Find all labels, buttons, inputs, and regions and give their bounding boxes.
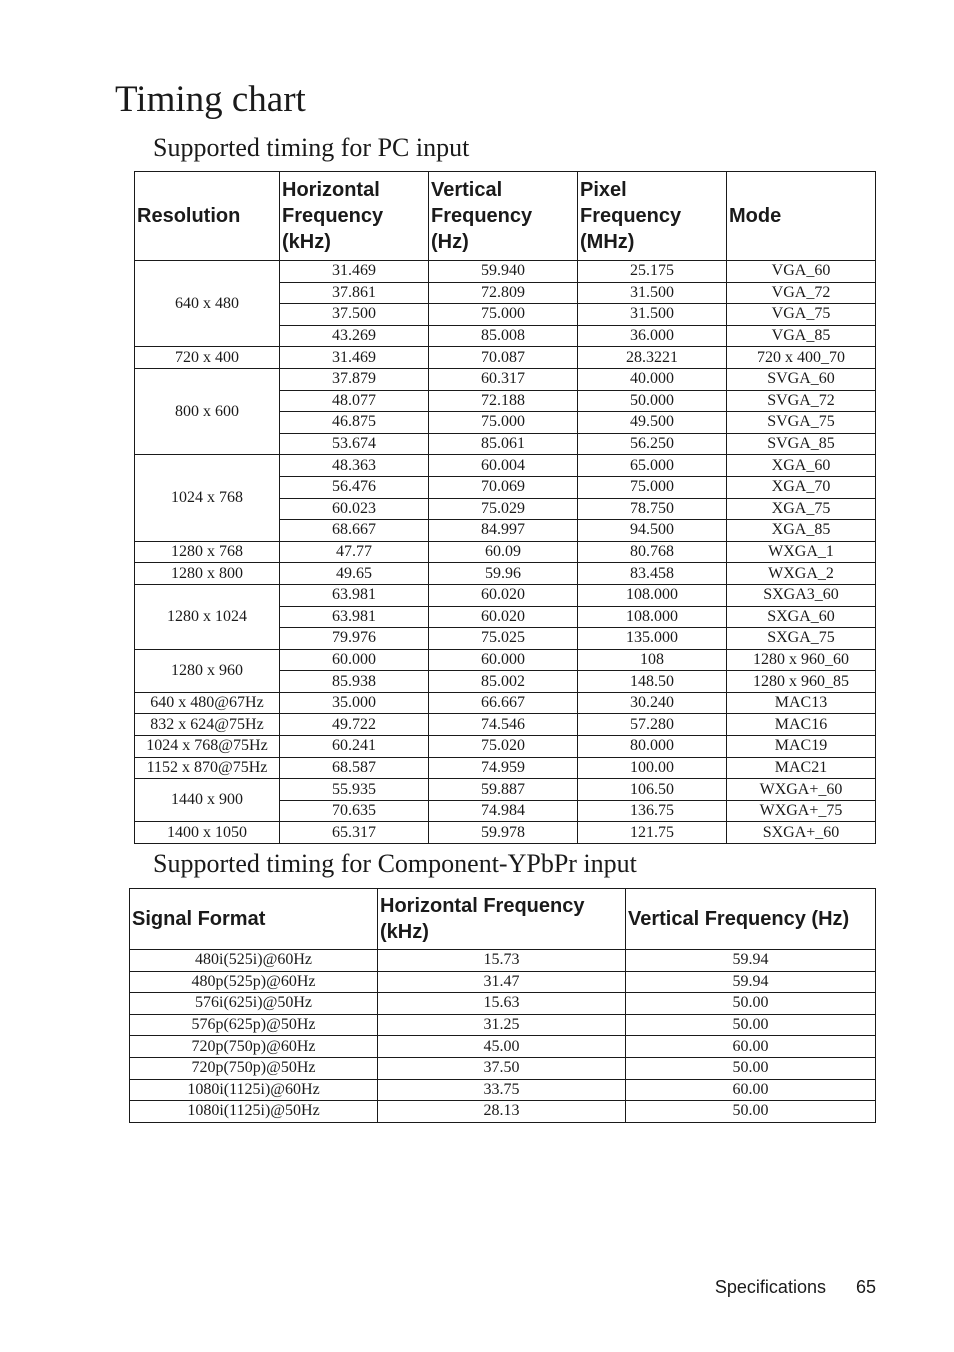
cell-resolution: 1280 x 1024 [135,584,280,649]
cell-signal-format: 720p(750p)@60Hz [130,1036,378,1058]
cell-resolution: 1400 x 1050 [135,822,280,844]
cell-horizontal-frequency: 53.674 [280,433,429,455]
cell-signal-format: 576i(625i)@50Hz [130,993,378,1015]
cell-vertical-frequency: 59.940 [429,261,578,283]
cell-vertical-frequency: 50.00 [626,1057,876,1079]
cell-vertical-frequency: 60.09 [429,541,578,563]
cell-horizontal-frequency: 31.47 [378,971,626,993]
table-row [135,368,876,390]
cell-horizontal-frequency: 35.000 [280,692,429,714]
cell-mode: VGA_60 [727,261,876,283]
cell-vertical-frequency: 75.025 [429,628,578,650]
page-title: Timing chart [115,79,306,120]
cell-pixel-frequency: 36.000 [578,325,727,347]
cell-resolution: 1280 x 800 [135,563,280,585]
cell-horizontal-frequency: 56.476 [280,476,429,498]
header-signal-format: Signal Format [130,889,378,950]
footer-section-name: Specifications [714,1277,826,1297]
cell-signal-format: 1080i(1125i)@50Hz [130,1101,378,1123]
header-horizontal-frequency: Horizontal Frequency (kHz) [378,889,626,950]
cell-mode: VGA_75 [727,304,876,326]
cell-mode: VGA_85 [727,325,876,347]
cell-pixel-frequency: 75.000 [578,476,727,498]
cell-horizontal-frequency: 63.981 [280,584,429,606]
table-row [130,1079,876,1101]
table-row [135,541,876,563]
cell-vertical-frequency: 85.002 [429,671,578,693]
cell-pixel-frequency: 94.500 [578,520,727,542]
cell-pixel-frequency: 136.75 [578,800,727,822]
cell-vertical-frequency: 59.978 [429,822,578,844]
cell-mode: WXGA+_60 [727,779,876,801]
cell-horizontal-frequency: 68.667 [280,520,429,542]
cell-mode: XGA_60 [727,455,876,477]
table-header-row [135,172,876,261]
cell-vertical-frequency: 72.809 [429,282,578,304]
pc-table-body [135,261,876,844]
cell-horizontal-frequency: 31.469 [280,347,429,369]
cell-mode: XGA_70 [727,476,876,498]
cell-mode: MAC21 [727,757,876,779]
cell-signal-format: 720p(750p)@50Hz [130,1057,378,1079]
cell-mode: 1280 x 960_85 [727,671,876,693]
cell-mode: SVGA_75 [727,412,876,434]
cell-horizontal-frequency: 49.65 [280,563,429,585]
cell-horizontal-frequency: 37.861 [280,282,429,304]
cell-horizontal-frequency: 79.976 [280,628,429,650]
cell-horizontal-frequency: 15.73 [378,950,626,972]
cell-mode: 720 x 400_70 [727,347,876,369]
cell-vertical-frequency: 85.008 [429,325,578,347]
table-row [135,692,876,714]
cell-vertical-frequency: 60.000 [429,649,578,671]
cell-resolution: 800 x 600 [135,368,280,454]
cell-vertical-frequency: 72.188 [429,390,578,412]
cell-vertical-frequency: 59.94 [626,971,876,993]
header-vertical-frequency: Vertical Frequency (Hz) [626,889,876,950]
cell-signal-format: 480p(525p)@60Hz [130,971,378,993]
pc-timing-table [134,171,876,844]
table-row [130,1101,876,1123]
header-resolution: Resolution [135,172,280,261]
cell-horizontal-frequency: 85.938 [280,671,429,693]
cell-vertical-frequency: 60.00 [626,1079,876,1101]
cell-horizontal-frequency: 31.469 [280,261,429,283]
header-vertical-frequency: Vertical Frequency (Hz) [429,172,578,261]
cell-resolution: 1280 x 768 [135,541,280,563]
table-row [130,971,876,993]
cell-resolution: 1152 x 870@75Hz [135,757,280,779]
cell-vertical-frequency: 75.020 [429,736,578,758]
cell-pixel-frequency: 80.768 [578,541,727,563]
cell-mode: WXGA_1 [727,541,876,563]
cell-resolution: 1024 x 768@75Hz [135,736,280,758]
cell-pixel-frequency: 108.000 [578,584,727,606]
cell-pixel-frequency: 57.280 [578,714,727,736]
cell-horizontal-frequency: 70.635 [280,800,429,822]
cell-pixel-frequency: 30.240 [578,692,727,714]
cell-mode: MAC19 [727,736,876,758]
cell-pixel-frequency: 50.000 [578,390,727,412]
cell-horizontal-frequency: 48.363 [280,455,429,477]
table-row [130,1036,876,1058]
cell-vertical-frequency: 60.004 [429,455,578,477]
table-row [135,563,876,585]
cell-horizontal-frequency: 37.500 [280,304,429,326]
cell-vertical-frequency: 75.000 [429,304,578,326]
cell-horizontal-frequency: 43.269 [280,325,429,347]
cell-pixel-frequency: 148.50 [578,671,727,693]
header-mode: Mode [727,172,876,261]
cell-mode: MAC13 [727,692,876,714]
cell-pixel-frequency: 100.00 [578,757,727,779]
cell-horizontal-frequency: 15.63 [378,993,626,1015]
cell-pixel-frequency: 121.75 [578,822,727,844]
cell-vertical-frequency: 84.997 [429,520,578,542]
cell-pixel-frequency: 31.500 [578,282,727,304]
cell-vertical-frequency: 70.069 [429,476,578,498]
cell-pixel-frequency: 83.458 [578,563,727,585]
cell-vertical-frequency: 66.667 [429,692,578,714]
cell-horizontal-frequency: 28.13 [378,1101,626,1123]
cell-mode: SVGA_85 [727,433,876,455]
table-row [130,950,876,972]
cell-horizontal-frequency: 37.50 [378,1057,626,1079]
cell-vertical-frequency: 60.317 [429,368,578,390]
cell-vertical-frequency: 75.000 [429,412,578,434]
cell-resolution: 832 x 624@75Hz [135,714,280,736]
cell-vertical-frequency: 75.029 [429,498,578,520]
table-row [135,822,876,844]
cell-vertical-frequency: 50.00 [626,1101,876,1123]
cell-vertical-frequency: 70.087 [429,347,578,369]
table-row [135,261,876,283]
table-row [135,714,876,736]
table-row [135,455,876,477]
component-table-body [130,950,876,1123]
cell-signal-format: 576p(625p)@50Hz [130,1014,378,1036]
cell-mode: MAC16 [727,714,876,736]
cell-pixel-frequency: 78.750 [578,498,727,520]
cell-pixel-frequency: 56.250 [578,433,727,455]
cell-mode: WXGA_2 [727,563,876,585]
header-horizontal-frequency: Horizontal Frequency (kHz) [280,172,429,261]
cell-vertical-frequency: 74.984 [429,800,578,822]
cell-pixel-frequency: 31.500 [578,304,727,326]
cell-pixel-frequency: 106.50 [578,779,727,801]
cell-mode: VGA_72 [727,282,876,304]
table-row [130,993,876,1015]
cell-resolution: 640 x 480 [135,261,280,347]
cell-pixel-frequency: 108 [578,649,727,671]
cell-horizontal-frequency: 60.023 [280,498,429,520]
cell-pixel-frequency: 108.000 [578,606,727,628]
cell-resolution: 1280 x 960 [135,649,280,692]
cell-mode: SXGA_60 [727,606,876,628]
cell-pixel-frequency: 25.175 [578,261,727,283]
cell-vertical-frequency: 59.96 [429,563,578,585]
cell-horizontal-frequency: 60.241 [280,736,429,758]
cell-vertical-frequency: 50.00 [626,993,876,1015]
page-number: 65 [855,1277,876,1297]
table-row [135,779,876,801]
cell-vertical-frequency: 50.00 [626,1014,876,1036]
cell-signal-format: 1080i(1125i)@60Hz [130,1079,378,1101]
pc-section-title: Supported timing for PC input [153,133,470,162]
cell-resolution: 1440 x 900 [135,779,280,822]
cell-horizontal-frequency: 49.722 [280,714,429,736]
cell-mode: XGA_85 [727,520,876,542]
cell-mode: SXGA+_60 [727,822,876,844]
cell-resolution: 640 x 480@67Hz [135,692,280,714]
table-row [130,1014,876,1036]
cell-mode: SXGA3_60 [727,584,876,606]
cell-pixel-frequency: 135.000 [578,628,727,650]
table-row [135,757,876,779]
cell-pixel-frequency: 28.3221 [578,347,727,369]
cell-horizontal-frequency: 48.077 [280,390,429,412]
cell-horizontal-frequency: 31.25 [378,1014,626,1036]
cell-vertical-frequency: 74.546 [429,714,578,736]
cell-mode: XGA_75 [727,498,876,520]
cell-mode: 1280 x 960_60 [727,649,876,671]
header-pixel-frequency: Pixel Frequency (MHz) [578,172,727,261]
cell-vertical-frequency: 60.020 [429,606,578,628]
cell-horizontal-frequency: 60.000 [280,649,429,671]
cell-pixel-frequency: 40.000 [578,368,727,390]
cell-pixel-frequency: 80.000 [578,736,727,758]
cell-horizontal-frequency: 65.317 [280,822,429,844]
cell-vertical-frequency: 60.020 [429,584,578,606]
table-row [135,584,876,606]
cell-horizontal-frequency: 68.587 [280,757,429,779]
cell-pixel-frequency: 65.000 [578,455,727,477]
cell-horizontal-frequency: 46.875 [280,412,429,434]
page-footer [715,1277,876,1298]
cell-mode: WXGA+_75 [727,800,876,822]
cell-resolution: 1024 x 768 [135,455,280,541]
table-row [130,1057,876,1079]
cell-horizontal-frequency: 47.77 [280,541,429,563]
cell-pixel-frequency: 49.500 [578,412,727,434]
table-row [135,736,876,758]
table-header-row [130,889,876,950]
component-timing-table [129,888,876,1123]
cell-vertical-frequency: 59.94 [626,950,876,972]
cell-vertical-frequency: 85.061 [429,433,578,455]
cell-vertical-frequency: 74.959 [429,757,578,779]
cell-mode: SVGA_72 [727,390,876,412]
cell-mode: SXGA_75 [727,628,876,650]
cell-horizontal-frequency: 55.935 [280,779,429,801]
cell-horizontal-frequency: 63.981 [280,606,429,628]
table-row [135,347,876,369]
cell-mode: SVGA_60 [727,368,876,390]
table-row [135,649,876,671]
cell-horizontal-frequency: 37.879 [280,368,429,390]
cell-resolution: 720 x 400 [135,347,280,369]
cell-horizontal-frequency: 45.00 [378,1036,626,1058]
cell-horizontal-frequency: 33.75 [378,1079,626,1101]
cell-vertical-frequency: 60.00 [626,1036,876,1058]
cell-signal-format: 480i(525i)@60Hz [130,950,378,972]
cell-vertical-frequency: 59.887 [429,779,578,801]
component-section-title: Supported timing for Component-YPbPr input [153,849,637,878]
